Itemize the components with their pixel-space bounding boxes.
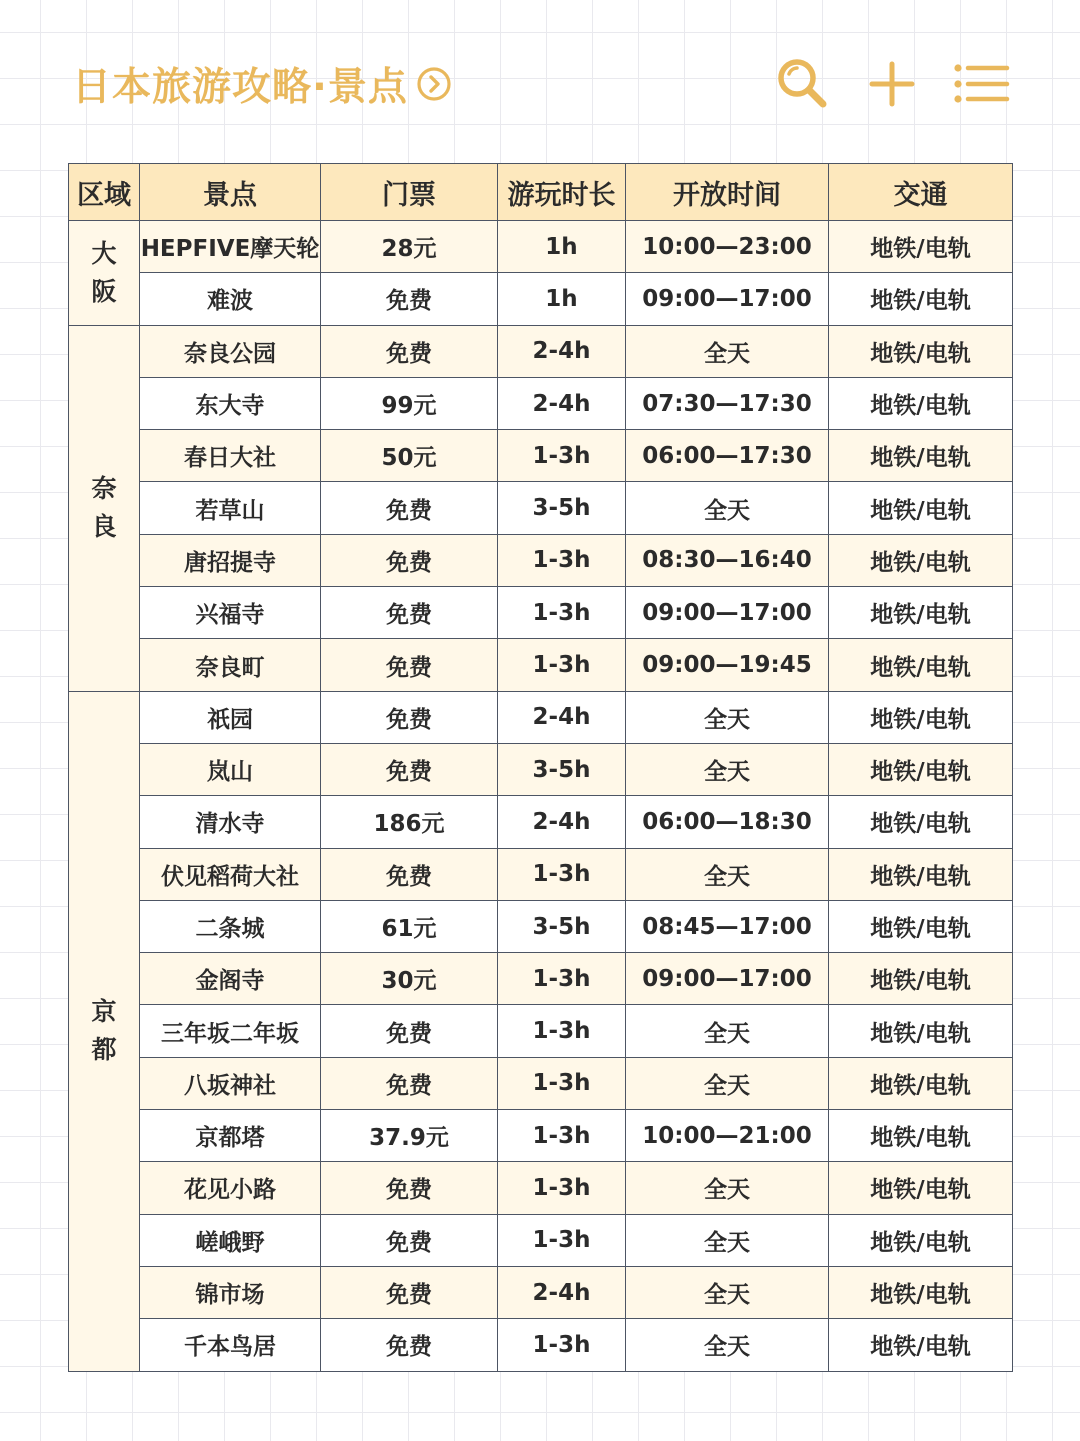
table-row[interactable] xyxy=(69,430,1013,482)
ticket-price: 免费 xyxy=(321,1319,498,1371)
table-row[interactable] xyxy=(69,221,1013,273)
transport: 地铁/电轨 xyxy=(829,325,1013,377)
transport: 地铁/电轨 xyxy=(829,743,1013,795)
table-row[interactable] xyxy=(69,1110,1013,1162)
ticket-price: 免费 xyxy=(321,1057,498,1109)
visit-duration: 1-3h xyxy=(498,848,626,900)
region-cell xyxy=(69,221,140,326)
ticket-price: 免费 xyxy=(321,534,498,586)
table-body xyxy=(69,221,1013,1372)
transport: 地铁/电轨 xyxy=(829,1319,1013,1371)
transport: 地铁/电轨 xyxy=(829,1057,1013,1109)
transport: 地铁/电轨 xyxy=(829,221,1013,273)
table-row[interactable] xyxy=(69,691,1013,743)
region-label-char: 都 xyxy=(91,1035,117,1065)
table-row[interactable] xyxy=(69,953,1013,1005)
opening-hours: 09:00—17:00 xyxy=(626,273,829,325)
ticket-price: 免费 xyxy=(321,1266,498,1318)
app-header xyxy=(0,0,1080,160)
table-row[interactable] xyxy=(69,1266,1013,1318)
transport: 地铁/电轨 xyxy=(829,796,1013,848)
visit-duration: 2-4h xyxy=(498,691,626,743)
ticket-price: 免费 xyxy=(321,273,498,325)
transport: 地铁/电轨 xyxy=(829,587,1013,639)
visit-duration: 1-3h xyxy=(498,1005,626,1057)
attraction-name: 京都塔 xyxy=(140,1110,321,1162)
visit-duration: 1-3h xyxy=(498,639,626,691)
opening-hours: 全天 xyxy=(626,743,829,795)
opening-hours: 全天 xyxy=(626,1005,829,1057)
visit-duration: 1-3h xyxy=(498,430,626,482)
add-button[interactable] xyxy=(862,54,922,114)
opening-hours: 全天 xyxy=(626,1057,829,1109)
transport: 地铁/电轨 xyxy=(829,1005,1013,1057)
opening-hours: 全天 xyxy=(626,848,829,900)
visit-duration: 3-5h xyxy=(498,482,626,534)
page-title[interactable] xyxy=(72,58,452,110)
table-row[interactable] xyxy=(69,1162,1013,1214)
visit-duration: 1h xyxy=(498,221,626,273)
table-row[interactable] xyxy=(69,1214,1013,1266)
opening-hours: 07:30—17:30 xyxy=(626,377,829,429)
table-row[interactable] xyxy=(69,639,1013,691)
opening-hours: 全天 xyxy=(626,325,829,377)
visit-duration: 3-5h xyxy=(498,743,626,795)
column-header-transport: 交通 xyxy=(829,164,1013,221)
ticket-price: 37.9元 xyxy=(321,1110,498,1162)
visit-duration: 2-4h xyxy=(498,796,626,848)
ticket-price: 50元 xyxy=(321,430,498,482)
attraction-name: 锦市场 xyxy=(140,1266,321,1318)
attraction-name: 奈良町 xyxy=(140,639,321,691)
opening-hours: 06:00—17:30 xyxy=(626,430,829,482)
ticket-price: 免费 xyxy=(321,691,498,743)
attraction-name: 岚山 xyxy=(140,743,321,795)
ticket-price: 免费 xyxy=(321,639,498,691)
table-header-row xyxy=(69,164,1013,221)
transport: 地铁/电轨 xyxy=(829,377,1013,429)
transport: 地铁/电轨 xyxy=(829,691,1013,743)
ticket-price: 免费 xyxy=(321,325,498,377)
ticket-price: 免费 xyxy=(321,848,498,900)
table-row[interactable] xyxy=(69,1319,1013,1371)
opening-hours: 08:45—17:00 xyxy=(626,900,829,952)
transport: 地铁/电轨 xyxy=(829,1110,1013,1162)
region-label-char: 奈 xyxy=(91,474,117,504)
visit-duration: 1-3h xyxy=(498,1319,626,1371)
opening-hours: 全天 xyxy=(626,1214,829,1266)
attraction-name: 八坂神社 xyxy=(140,1057,321,1109)
ticket-price: 30元 xyxy=(321,953,498,1005)
opening-hours: 09:00—19:45 xyxy=(626,639,829,691)
transport: 地铁/电轨 xyxy=(829,430,1013,482)
transport: 地铁/电轨 xyxy=(829,273,1013,325)
table-row[interactable] xyxy=(69,273,1013,325)
visit-duration: 1-3h xyxy=(498,1162,626,1214)
page-title-text: 日本旅游攻略·景点 xyxy=(72,65,408,110)
attraction-name: 春日大社 xyxy=(140,430,321,482)
visit-duration: 1h xyxy=(498,273,626,325)
attraction-name: 兴福寺 xyxy=(140,587,321,639)
list-icon xyxy=(950,54,1010,114)
ticket-price: 186元 xyxy=(321,796,498,848)
column-header-region: 区域 xyxy=(69,164,140,221)
search-icon xyxy=(772,54,832,114)
ticket-price: 免费 xyxy=(321,1162,498,1214)
transport: 地铁/电轨 xyxy=(829,900,1013,952)
attraction-name: 千本鸟居 xyxy=(140,1319,321,1371)
table-row[interactable] xyxy=(69,482,1013,534)
transport: 地铁/电轨 xyxy=(829,953,1013,1005)
visit-duration: 2-4h xyxy=(498,1266,626,1318)
visit-duration: 1-3h xyxy=(498,1057,626,1109)
attraction-name: 若草山 xyxy=(140,482,321,534)
visit-duration: 1-3h xyxy=(498,1110,626,1162)
visit-duration: 1-3h xyxy=(498,534,626,586)
visit-duration: 1-3h xyxy=(498,953,626,1005)
chevron-right-circle-icon[interactable] xyxy=(416,66,452,102)
attraction-name: 金阁寺 xyxy=(140,953,321,1005)
visit-duration: 1-3h xyxy=(498,587,626,639)
table-row[interactable] xyxy=(69,900,1013,952)
transport: 地铁/电轨 xyxy=(829,1266,1013,1318)
table-row[interactable] xyxy=(69,325,1013,377)
ticket-price: 免费 xyxy=(321,482,498,534)
ticket-price: 免费 xyxy=(321,587,498,639)
visit-duration: 1-3h xyxy=(498,1214,626,1266)
ticket-price: 61元 xyxy=(321,900,498,952)
opening-hours: 全天 xyxy=(626,1319,829,1371)
attraction-name: 二条城 xyxy=(140,900,321,952)
table-row[interactable] xyxy=(69,848,1013,900)
visit-duration: 3-5h xyxy=(498,900,626,952)
transport: 地铁/电轨 xyxy=(829,1214,1013,1266)
list-menu-button[interactable] xyxy=(950,54,1010,114)
ticket-price: 99元 xyxy=(321,377,498,429)
opening-hours: 10:00—21:00 xyxy=(626,1110,829,1162)
opening-hours: 全天 xyxy=(626,691,829,743)
attraction-name: 唐招提寺 xyxy=(140,534,321,586)
column-header-ticket: 门票 xyxy=(321,164,498,221)
column-header-duration: 游玩时长 xyxy=(498,164,626,221)
opening-hours: 09:00—17:00 xyxy=(626,587,829,639)
column-header-opening-hours: 开放时间 xyxy=(626,164,829,221)
visit-duration: 2-4h xyxy=(498,377,626,429)
region-label-char: 阪 xyxy=(91,276,117,306)
transport: 地铁/电轨 xyxy=(829,848,1013,900)
table-row[interactable] xyxy=(69,1057,1013,1109)
region-cell xyxy=(69,691,140,1371)
attraction-name: 花见小路 xyxy=(140,1162,321,1214)
table-row[interactable] xyxy=(69,743,1013,795)
opening-hours: 全天 xyxy=(626,1266,829,1318)
table-row[interactable] xyxy=(69,534,1013,586)
plus-icon xyxy=(862,54,922,114)
transport: 地铁/电轨 xyxy=(829,639,1013,691)
column-header-attraction: 景点 xyxy=(140,164,321,221)
table-row[interactable] xyxy=(69,1005,1013,1057)
attraction-name: 难波 xyxy=(140,273,321,325)
attraction-name: 三年坂二年坂 xyxy=(140,1005,321,1057)
ticket-price: 免费 xyxy=(321,1214,498,1266)
transport: 地铁/电轨 xyxy=(829,1162,1013,1214)
search-button[interactable] xyxy=(772,54,832,114)
visit-duration: 2-4h xyxy=(498,325,626,377)
opening-hours: 全天 xyxy=(626,482,829,534)
attraction-name: 奈良公园 xyxy=(140,325,321,377)
opening-hours: 全天 xyxy=(626,1162,829,1214)
table-row[interactable] xyxy=(69,587,1013,639)
attraction-name: 东大寺 xyxy=(140,377,321,429)
ticket-price: 免费 xyxy=(321,1005,498,1057)
region-label-char: 大 xyxy=(91,238,117,268)
region-label-char: 京 xyxy=(91,997,117,1027)
attractions-table xyxy=(68,163,1013,1372)
transport: 地铁/电轨 xyxy=(829,534,1013,586)
transport: 地铁/电轨 xyxy=(829,482,1013,534)
table-row[interactable] xyxy=(69,377,1013,429)
attraction-name: 嵯峨野 xyxy=(140,1214,321,1266)
opening-hours: 06:00—18:30 xyxy=(626,796,829,848)
opening-hours: 10:00—23:00 xyxy=(626,221,829,273)
attraction-name: 清水寺 xyxy=(140,796,321,848)
attraction-name: 祇园 xyxy=(140,691,321,743)
attraction-name: 伏见稻荷大社 xyxy=(140,848,321,900)
opening-hours: 08:30—16:40 xyxy=(626,534,829,586)
region-label-char: 良 xyxy=(91,512,117,542)
table-row[interactable] xyxy=(69,796,1013,848)
ticket-price: 28元 xyxy=(321,221,498,273)
ticket-price: 免费 xyxy=(321,743,498,795)
attraction-name: HEPFIVE摩天轮 xyxy=(140,221,321,273)
opening-hours: 09:00—17:00 xyxy=(626,953,829,1005)
region-cell xyxy=(69,325,140,691)
